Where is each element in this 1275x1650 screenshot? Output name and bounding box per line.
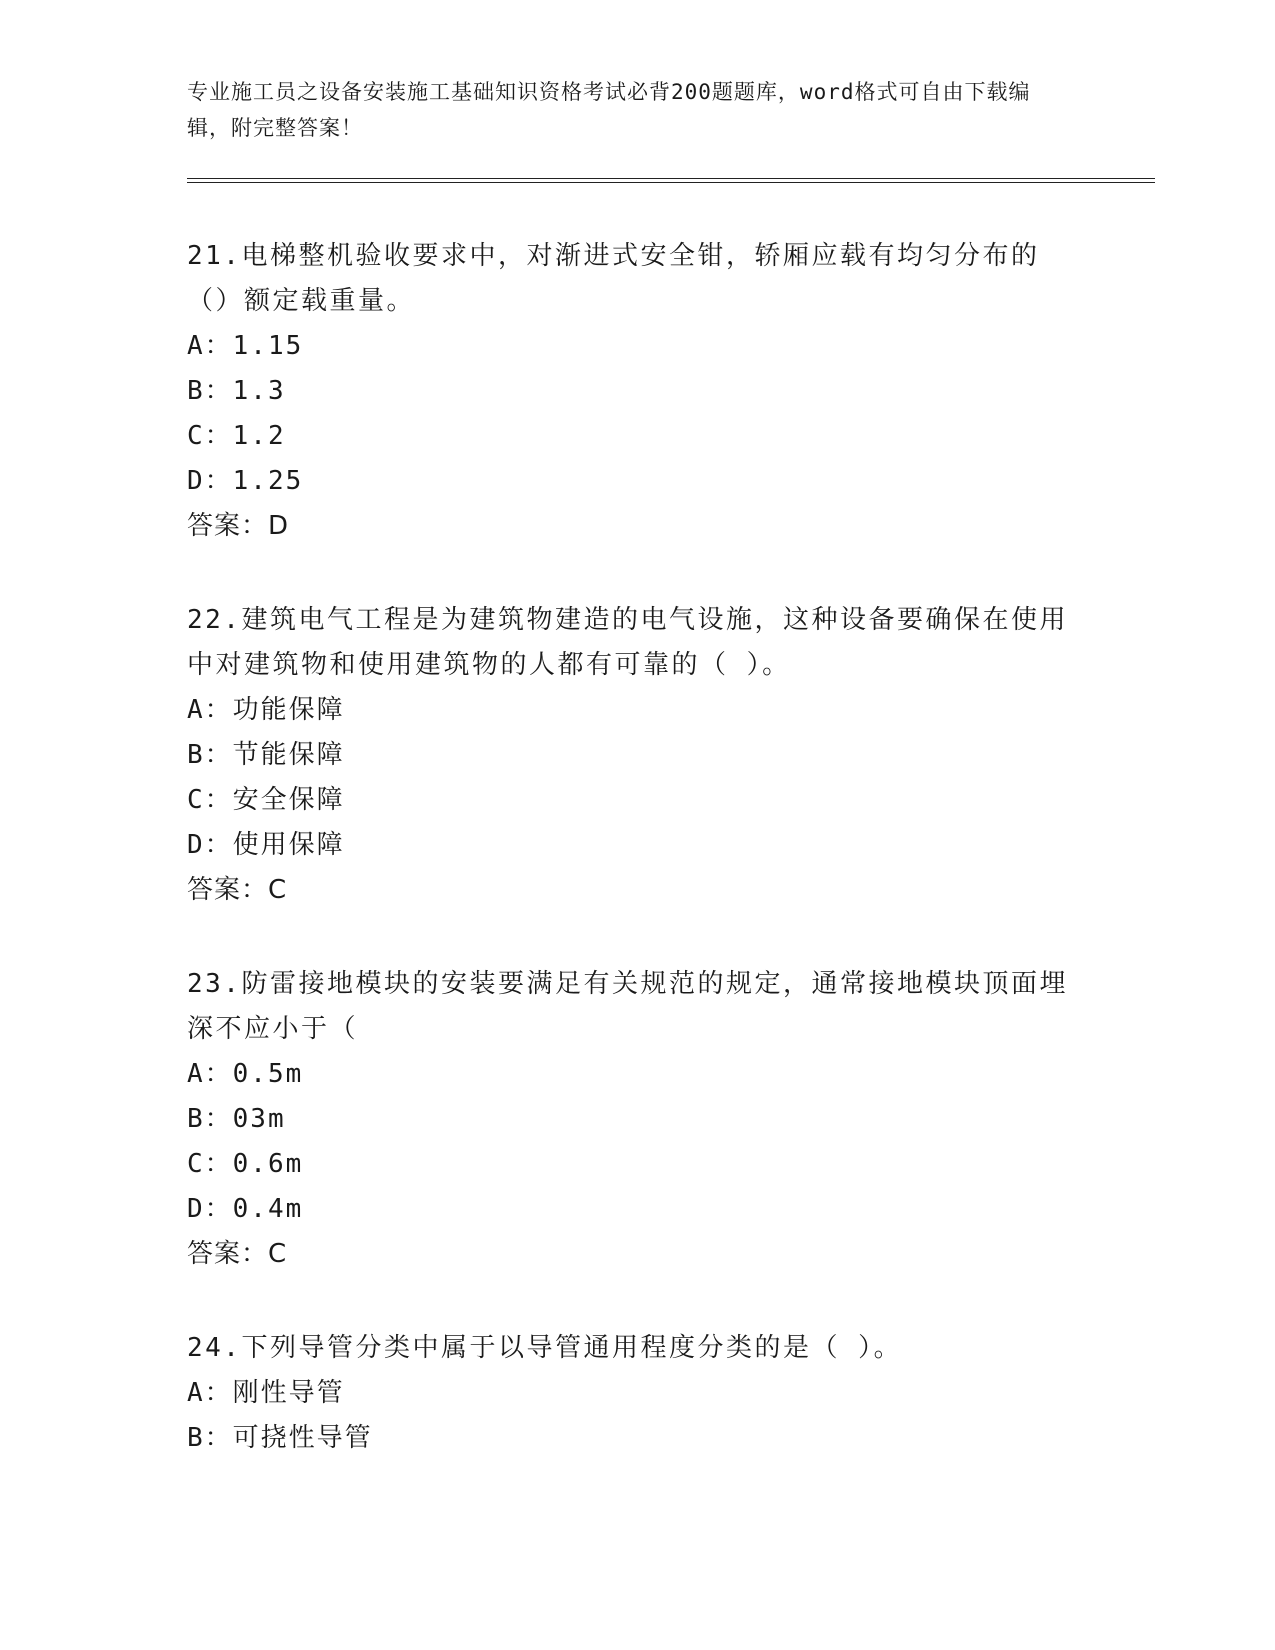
option-d: D：使用保障 [187,830,345,860]
answer: 答案：C [187,1239,288,1269]
header-divider [187,178,1155,183]
option-a: A：1.15 [187,331,304,361]
question-24 [187,1326,1077,1461]
option-b: B：可挠性导管 [187,1423,373,1453]
answer: 答案：C [187,875,288,905]
option-b: B：节能保障 [187,740,345,770]
option-b: B：03m [187,1104,286,1134]
question-stem: 23.防雷接地模块的安装要满足有关规范的规定，通常接地模块顶面埋深不应小于（ [187,969,1068,1044]
question-stem: 22.建筑电气工程是为建筑物建造的电气设施，这种设备要确保在使用中对建筑物和使用建筑物的人都有可靠的（ ）。 [187,605,1068,680]
option-c: C：0.6m [187,1149,304,1179]
answer: 答案：D [187,511,290,541]
question-stem: 24.下列导管分类中属于以导管通用程度分类的是（ ）。 [187,1333,903,1363]
option-d: D：0.4m [187,1194,304,1224]
option-c: C：1.2 [187,421,286,451]
question-23 [187,962,1077,1277]
document-header: 专业施工员之设备安装施工基础知识资格考试必背200题题库，word格式可自由下载编辑，附完整答案！ [187,80,1031,140]
question-21 [187,234,1077,549]
option-a: A：0.5m [187,1059,304,1089]
option-b: B：1.3 [187,376,286,406]
option-a: A：功能保障 [187,695,345,725]
question-22 [187,598,1077,913]
option-d: D：1.25 [187,466,304,496]
option-a: A：刚性导管 [187,1378,345,1408]
option-c: C：安全保障 [187,785,345,815]
question-stem: 21.电梯整机验收要求中，对渐进式安全钳，轿厢应载有均匀分布的（）额定载重量。 [187,241,1040,316]
